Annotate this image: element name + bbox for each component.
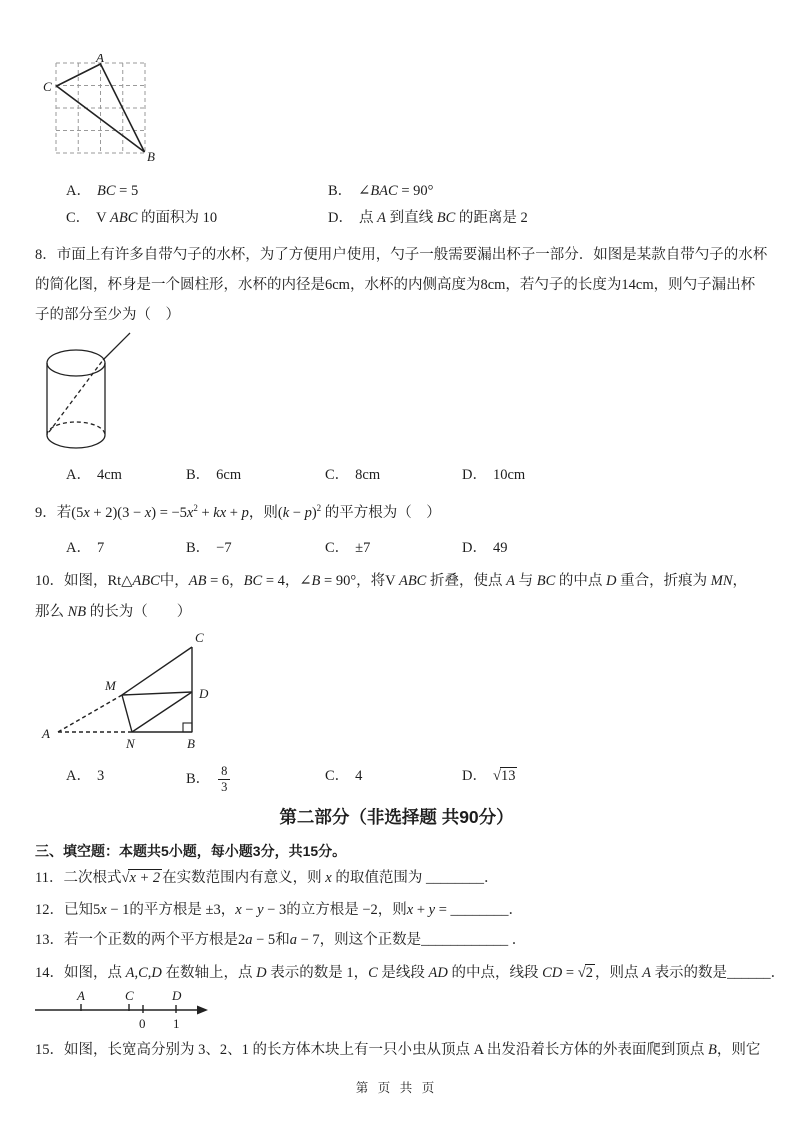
- arrowhead: [197, 1006, 208, 1015]
- spoon-outside: [103, 333, 130, 360]
- q7-options-row2: [38, 206, 765, 230]
- q11-line: 11．二次根式 √ x + 2 在实数范围内有意义，则 x 的取值范围为 ________．: [35, 870, 499, 886]
- segment-mc: [122, 647, 192, 695]
- q8-option-c: C． 8cm: [325, 467, 381, 483]
- q9-option-d: D． 49: [462, 540, 508, 556]
- grid-lines: [56, 63, 145, 153]
- q10-option-b: B． $\frac{8}{3}$: [186, 764, 232, 795]
- right-angle-mark: [183, 723, 192, 732]
- q8-line1: 8．市面上有许多自带勺子的水杯，为了方便用户使用，勺子一般需要漏出杯子一部分．如图是某款自带勺子的水杯: [35, 247, 768, 263]
- q9-option-a: A． 7: [66, 540, 105, 556]
- number-label-zero: 0: [139, 1016, 146, 1031]
- vertex-label-m: M: [105, 678, 116, 693]
- q7-option-a: A． BC = 5: [66, 183, 139, 199]
- q10-option-d: D． √ 13: [462, 768, 516, 784]
- vertex-label-a: A: [96, 54, 104, 65]
- q10-option-c: C． 4: [325, 768, 363, 784]
- q15-line: 15．如图，长宽高分别为 3、2、1 的长方体木块上有一只小虫从顶点 A 出发沿着长方体的外表面爬到顶点 B，则它: [35, 1042, 761, 1058]
- vertex-label-b: B: [147, 149, 155, 164]
- q7-options-row1: [38, 179, 765, 203]
- q8-options-row: [38, 463, 765, 487]
- cylinder-bottom-front: [47, 435, 105, 448]
- q7-option-c: C． V ABC 的面积为 10: [66, 210, 218, 226]
- q10-options-row: [38, 764, 765, 794]
- number-line-figure: [33, 988, 218, 1034]
- vertex-label-c: C: [43, 79, 52, 94]
- page-footer: 第 页 共 页: [355, 1081, 438, 1095]
- point-label-a: A: [77, 988, 85, 1003]
- cylinder-top-rim: [47, 350, 105, 376]
- segment-mn: [122, 695, 132, 732]
- q10-line1: 10．如图，Rt△ABC中，AB = 6，BC = 4，∠B = 90°，将V ABC 折叠，使点 A 与 BC 的中点 D 重合，折痕为 MN，: [35, 573, 747, 589]
- q9-options-row: [38, 536, 765, 560]
- q8-line2: 的简化图，杯身是一个圆柱形，水杯的内径是6cm，水杯的内侧高度为8cm，若勺子的长度为14cm，则勺子漏出杯: [35, 277, 756, 293]
- point-label-d: D: [172, 988, 182, 1003]
- q12-line: 12．已知5x − 1的平方根是 ±3，x − y − 3的立方根是 −2，则x + y = ________．: [35, 902, 524, 918]
- q10-line2: 那么 NB 的长为（ ）: [35, 604, 192, 620]
- fold-triangle-figure: [25, 628, 255, 754]
- fill-in-section-header: 三、填空题：本题共5小题，每小题3分，共15分。: [35, 843, 347, 859]
- segment-am-dashed: [58, 695, 122, 732]
- q9-option-b: B． −7: [186, 540, 232, 556]
- q8-option-b: B． 6cm: [186, 467, 242, 483]
- q14-line: 14．如图，点 A,C,D 在数轴上，点 D 表示的数是 1，C 是线段 AD 的中点，线段 CD = √ 2 ，则点 A 表示的数是______．: [35, 965, 786, 981]
- number-label-one: 1: [173, 1016, 180, 1031]
- q9-line: 9．若$(5x + 2)(3 - x) = -5x^2$ + kx + p，则$(k - p)^2$ 的平方根为（ ）: [35, 503, 441, 521]
- vertex-label-n: N: [126, 736, 135, 751]
- q9-option-c: C． ±7: [325, 540, 371, 556]
- q8-line3: 子的部分至少为（ ）: [35, 307, 180, 323]
- vertex-label-c: C: [195, 630, 204, 645]
- grid-triangle-figure: [40, 54, 170, 166]
- section2-title: 第二部分（非选择题 共90分）: [279, 807, 514, 827]
- segment-md: [122, 692, 192, 695]
- spoon-inside-dashed: [49, 360, 103, 432]
- vertex-label-d: D: [199, 686, 209, 701]
- q8-option-a: A． 4cm: [66, 467, 122, 483]
- q10-option-a: A． 3: [66, 768, 105, 784]
- vertex-label-b: B: [187, 736, 195, 751]
- point-label-c: C: [125, 988, 134, 1003]
- q8-option-d: D． 10cm: [462, 467, 526, 483]
- cylinder-figure: [33, 330, 143, 458]
- q7-option-d: D． 点 A 到直线 BC 的距离是 2: [328, 210, 528, 226]
- vertex-label-a: A: [42, 726, 50, 741]
- q13-line: 13．若一个正数的两个平方根是2a − 5和a − 7，则这个正数是____________ ．: [35, 932, 527, 948]
- q7-option-b: B． ∠BAC = 90°: [328, 183, 434, 199]
